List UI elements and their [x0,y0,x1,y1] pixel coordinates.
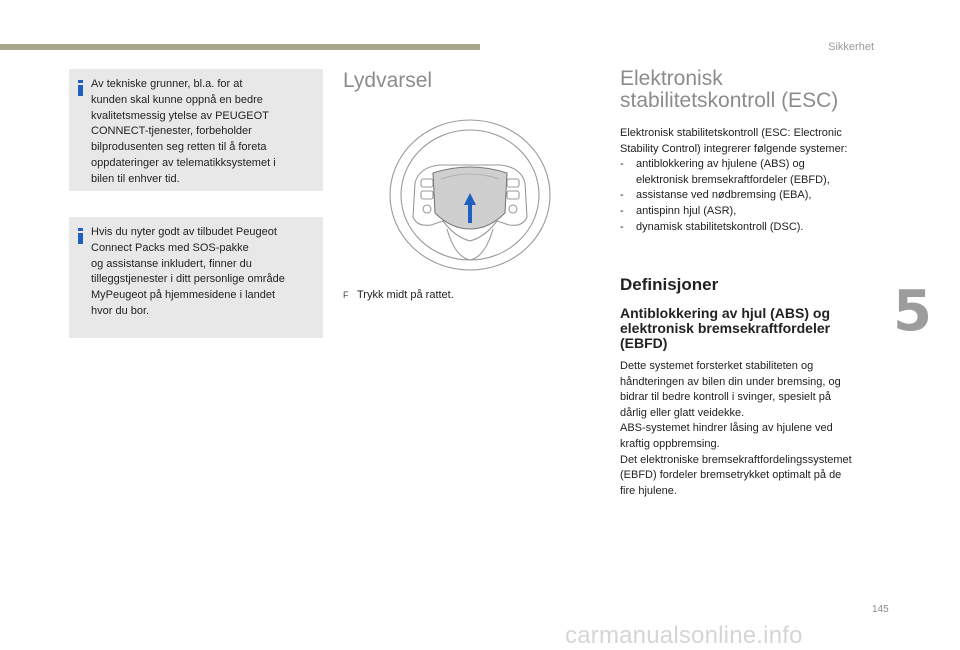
definisjoner-body [620,359,890,499]
header-accent-bar [0,44,480,50]
esc-list-item [620,204,890,220]
info-box [69,69,323,191]
instruction-text: Trykk midt på rattet. [357,289,454,301]
paragraph: Det elektroniske bremsekraftfordelingssystemet (EBFD) fordeler bremsetrykket optimalt på de fire hjulene. [620,453,852,497]
esc-list-item [620,188,890,204]
instruction-row [343,289,454,301]
bullet-dash: - [620,220,624,233]
info-icon [78,228,83,244]
paragraph: ABS-systemet hindrer låsing av hjulene ved kraftig oppbremsing. [620,422,833,450]
page-number: 145 [872,604,889,615]
chapter-number: 5 [893,279,932,344]
lydvarsel-title: Lydvarsel [343,69,433,92]
info-box [69,217,323,338]
bullet-dash: - [620,204,624,217]
esc-list-item-text: antiblokkering av hjulene (ABS) og elektronisk bremsekraftfordeler (EBFD), [636,158,830,186]
esc-list-item-text: antispinn hjul (ASR), [636,204,737,217]
instruction-marker: F [343,290,349,300]
esc-body [620,126,890,235]
bullet-dash: - [620,189,624,202]
info-icon [78,80,83,96]
steering-wheel-illustration [385,117,555,277]
paragraph: Dette systemet forsterket stabiliteten og håndteringen av bilen din under bremsing, og bidrar til bedre kontroll i svinger, spesielt på dårlig eller glatt veidekke. [620,360,841,419]
info-box-text: Hvis du nyter godt av tilbudet Peugeot Connect Packs med SOS-pakke og assistanse inkludert, finner du tilleggstjenester i ditt personlige område MyPeugeot på hjemmesidene i landet hvor du bor. [91,226,285,317]
esc-list-item [620,220,890,236]
esc-list-item [620,157,890,188]
abs-subtitle: Antiblokkering av hjul (ABS) og elektronisk bremsekraftfordeler (EBFD) [620,305,831,351]
bullet-dash: - [620,158,624,171]
esc-title: Elektronisk stabilitetskontroll (ESC) [620,67,839,112]
definisjoner-title: Definisjoner [620,275,719,294]
watermark: carmanualsonline.info [565,622,803,649]
info-box-text: Av tekniske grunner, bl.a. for at kunden skal kunne oppnå en bedre kvalitetsmessig ytelse av PEUGEOT CONNECT-tjenester, forbeholder bilprodusenten seg retten til å foreta oppdateringer av telematikksystemet i bilen til enhver tid. [91,78,276,185]
esc-list-item-text: assistanse ved nødbremsing (EBA), [636,189,812,202]
esc-intro: Elektronisk stabilitetskontroll (ESC: Electronic Stability Control) integrerer følgende systemer: [620,127,848,155]
section-label: Sikkerhet [828,41,874,53]
esc-list-item-text: dynamisk stabilitetskontroll (DSC). [636,220,804,233]
